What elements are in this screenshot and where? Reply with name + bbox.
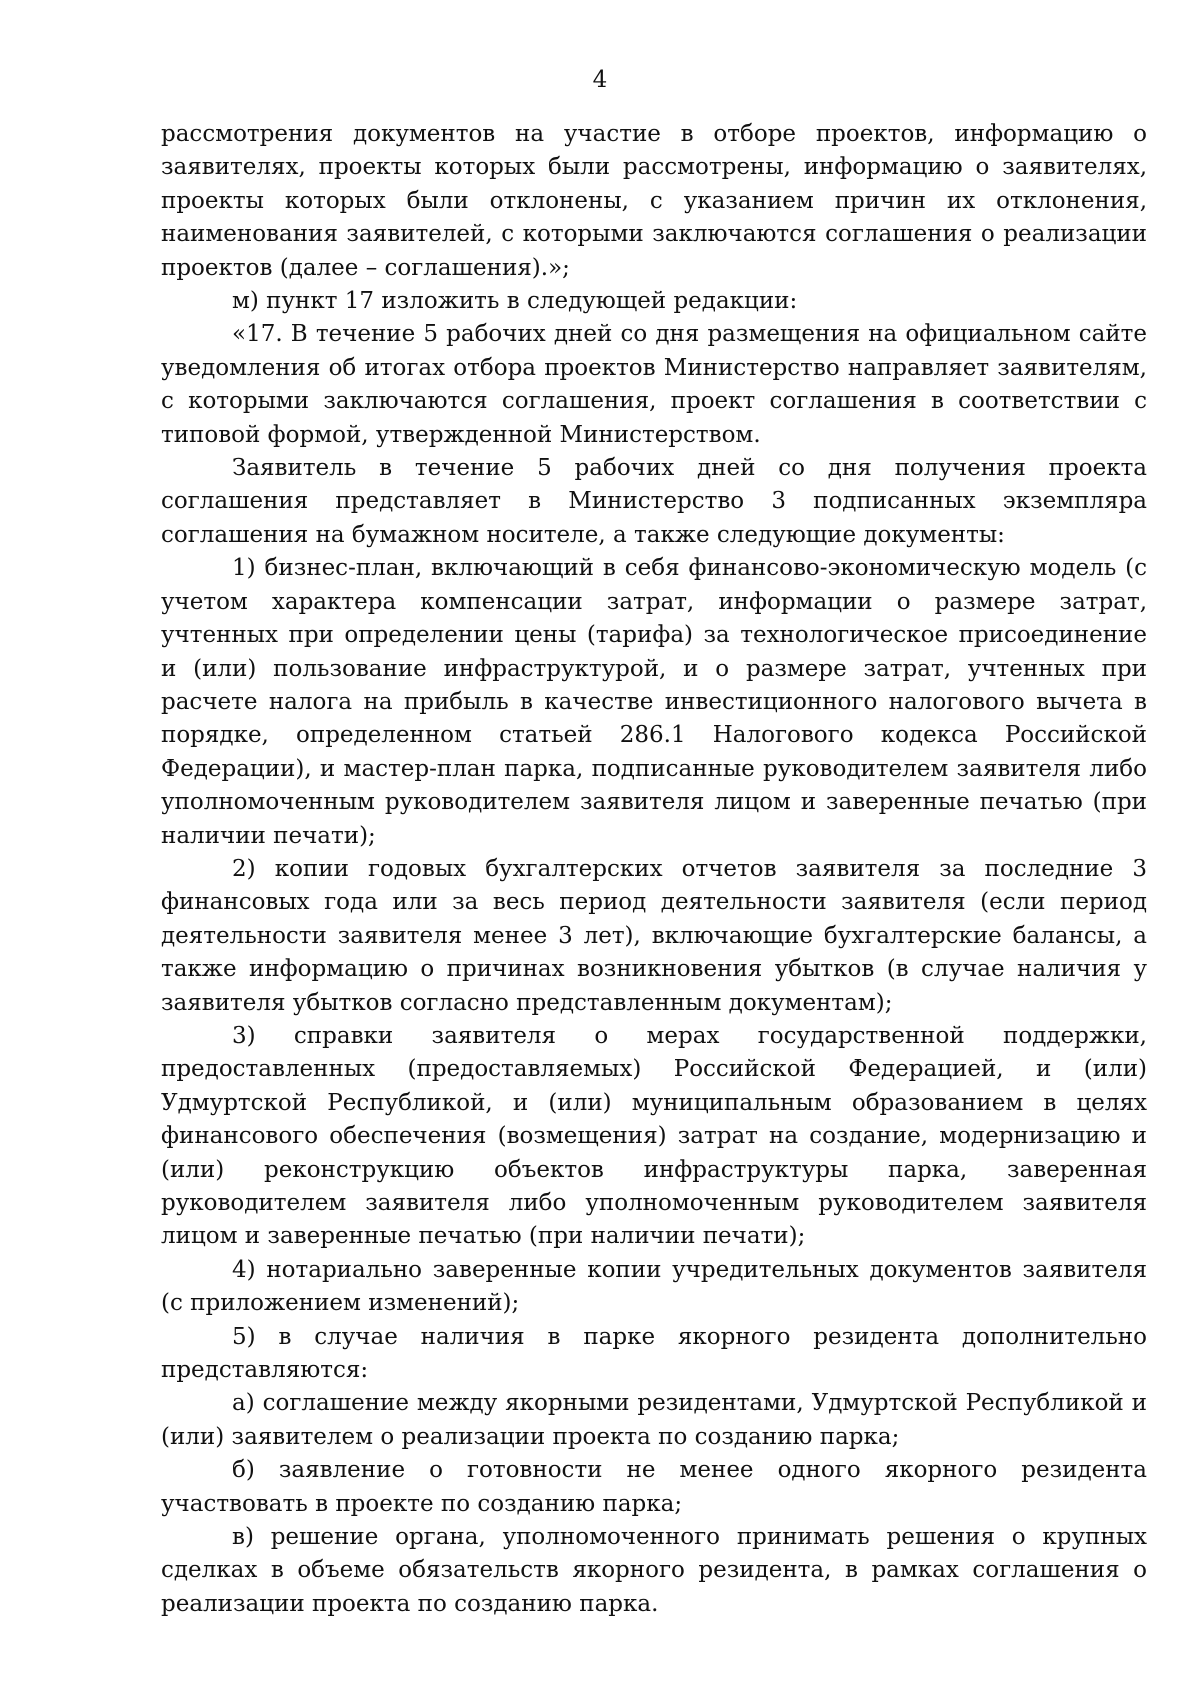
paragraph-point-17: «17. В течение 5 рабочих дней со дня размещения на официальном сайте уведомления об итогах отбора проектов Министерство направляет заявителям, с которыми заключаются соглашения, проект соглашения в соответствии с типовой формой, утвержденной Министерством. (161, 321, 1147, 448)
list-item-4: 4) нотариально заверенные копии учредительных документов заявителя (с приложением изменений); (161, 1256, 1147, 1317)
page-number: 4 (592, 67, 608, 93)
sub-item-a: а) соглашение между якорными резидентами, Удмуртской Республикой и (или) заявителем о реализации проекта по созданию парка; (161, 1390, 1147, 1450)
list-item-3: 3) справки заявителя о мерах государственной поддержки, предоставленных (предоставляемых) Российской Федерацией, и (или) Удмуртской Республикой, и (или) муниципальным образованием в целях финансового обеспечения (возмещения) затрат на создание, модернизацию и (или) реконструкцию объектов инфраструктуры парка, заверенная руководителем заявителя либо уполномоченным руководителем заявителя лицом и заверенные печатью (при наличии печати); (161, 1022, 1147, 1250)
paragraph-applicant-obligation: Заявитель в течение 5 рабочих дней со дня получения проекта соглашения представляет в Министерство 3 подписанных экземпляра соглашения на бумажном носителе, а также следующие документы: (161, 455, 1147, 548)
sub-item-b: б) заявление о готовности не менее одного якорного резидента участвовать в проекте по созданию парка; (161, 1457, 1147, 1517)
list-item-2: 2) копии годовых бухгалтерских отчетов заявителя за последние 3 финансовых года или за весь период деятельности заявителя (если период деятельности заявителя менее 3 лет), включающие бухгалтерские балансы, а также информацию о причинах возникновения убытков (в случае наличия у заявителя убытков согласно представленным документам); (161, 855, 1147, 1016)
list-item-5: 5) в случае наличия в парке якорного резидента дополнительно представляются: (161, 1323, 1147, 1384)
paragraph-item-m: м) пункт 17 изложить в следующей редакции: (232, 288, 798, 315)
document-body (161, 118, 1147, 1621)
list-item-1: 1) бизнес-план, включающий в себя финансово-экономическую модель (с учетом характера компенсации затрат, информации о размере затрат, учтенных при определении цены (тарифа) за технологическое присоединение и (или) пользование инфраструктурой, и о размере затрат, учтенных при расчете налога на прибыль в качестве инвестиционного налогового вычета в порядке, определенном статьей 286.1 Налогового кодекса Российской Федерации), и мастер-план парка, подписанные руководителем заявителя либо уполномоченным руководителем заявителя лицом и заверенные печатью (при наличии печати); (161, 555, 1147, 849)
paragraph-continuation: рассмотрения документов на участие в отборе проектов, информацию о заявителях, проекты которых были рассмотрены, информацию о заявителях, проекты которых были отклонены, с указанием причин их отклонения, наименования заявителей, с которыми заключаются соглашения о реализации проектов (далее – соглашения).»; (161, 121, 1147, 281)
sub-item-v: в) решение органа, уполномоченного принимать решения о крупных сделках в объеме обязательств якорного резидента, в рамках соглашения о реализации проекта по созданию парка. (161, 1524, 1147, 1617)
